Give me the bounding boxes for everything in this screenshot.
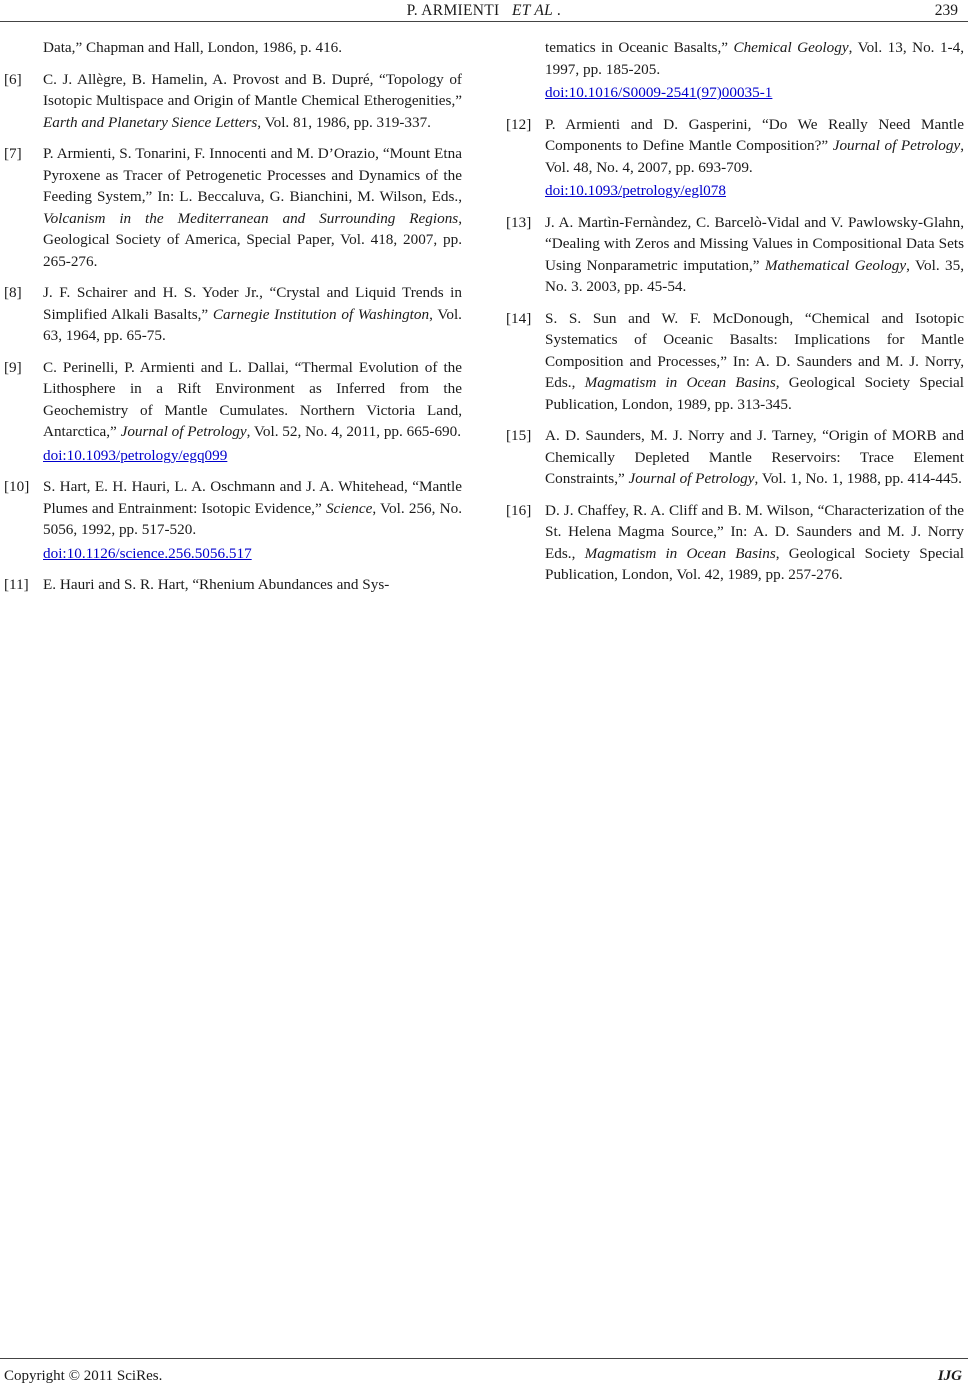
page-footer <box>0 1358 968 1386</box>
footer-rule <box>0 1358 968 1359</box>
journal-title: Science <box>325 499 373 517</box>
reference-number: [9] <box>4 358 22 376</box>
doi-link[interactable]: doi:10.1126/science.256.5056.517 <box>43 544 252 562</box>
reference-item <box>4 69 462 134</box>
copyright-notice: Copyright © 2011 SciRes. <box>4 1368 163 1384</box>
journal-title: Earth and Planetary Sience Letters <box>43 113 258 131</box>
reference-text: D. J. Chaffey, R. A. Cliff and B. M. Wilson, “Characterization of the St. Helena Magma Source,” In: A. D. Saunders and M. J. Norry Eds., Magmatism in Ocean Basins, Geological Society Special Publication, London, Vol. 42, 1989, pp. 257-276. <box>545 501 965 583</box>
reference-number: [11] <box>4 576 29 593</box>
doi-link[interactable]: doi:10.1016/S0009-2541(97)00035-1 <box>545 84 773 101</box>
doi-link[interactable]: doi:10.1093/petrology/egq099 <box>43 446 228 464</box>
reference-number: [15] <box>506 427 532 444</box>
journal-title: Journal of Petrology <box>120 423 247 440</box>
reference-item <box>4 282 462 347</box>
reference-item <box>4 476 462 564</box>
reference-number: [14] <box>506 309 532 327</box>
running-title: P. ARMIENTI ET AL . <box>406 2 562 19</box>
reference-continuation: Data,” Chapman and Hall, London, 1986, p. 416. <box>43 39 343 56</box>
reference-item <box>506 500 964 586</box>
header-rule <box>0 21 968 22</box>
journal-title: Carnegie Institution of Washington <box>212 305 430 323</box>
reference-text: P. Armienti and D. Gasperini, “Do We Really Need Mantle Components to Define Mantle Composition?” Journal of Petrology, Vol. 48, No. 4, 2007, pp. 693-709. doi:10.1093/petrology/egl078 <box>545 114 964 202</box>
reference-text: C. J. Allègre, B. Hamelin, A. Provost and B. Dupré, “Topology of Isotopic Multispace and Origin of Mantle Chemical Etherogenities,” Earth and Planetary Sience Letters, Vol. 81, 1986, pp. 319-337. <box>43 70 462 131</box>
reference-item <box>506 308 964 416</box>
reference-text: A. D. Saunders, M. J. Norry and J. Tarney, “Origin of MORB and Chemically Depleted Mantle Reservoirs: Trace Element Constraints,” Journal of Petrology, Vol. 1, No. 1, 1988, pp. 414-445. <box>545 427 964 487</box>
reference-item <box>4 574 462 596</box>
reference-text: J. F. Schairer and H. S. Yoder Jr., “Crystal and Liquid Trends in Simplified Alkali Basalts,” Carnegie Institution of Washington, Vol. 63, 1964, pp. 65-75. <box>43 284 462 344</box>
reference-text: S. S. Sun and W. F. McDonough, “Chemical and Isotopic Systematics of Oceanic Basalts: Implications for Mantle Composition and Processes,” In: A. D. Saunders and M. J. Norry, Eds., Magmatism in Ocean Basins, Geological Society Special Publication, London, 1989, pp. 313-345. <box>545 309 965 413</box>
reference-item <box>4 357 462 467</box>
reference-text: C. Perinelli, P. Armienti and L. Dallai, “Thermal Evolution of the Lithosphere in a Rift Environment as Inferred from the Geochemistry of Mantle Cumulates. Northern Victoria Land, Antarctica,” Journal of Petrology, Vol. 52, No. 4, 2011, pp. 665-690. doi:10.1093/petrology/egq099 <box>43 357 462 467</box>
reference-number: [8] <box>4 284 22 301</box>
reference-item <box>506 212 964 298</box>
reference-number: [10] <box>4 478 30 495</box>
left-column <box>4 37 462 606</box>
journal-title: Mathematical Geology <box>764 256 907 274</box>
page-number: 239 <box>934 2 958 19</box>
reference-item <box>506 425 964 490</box>
reference-text: J. A. Martìn-Fernàndez, C. Barcelò-Vidal and V. Pawlowsky-Glahn, “Dealing with Zeros and Missing Values in Compositional Data Sets Using Nonparametric imputation,” Mathematical Geology, Vol. 35, No. 3. 2003, pp. 45-54. <box>545 213 964 295</box>
reference-text: S. Hart, E. H. Hauri, L. A. Oschmann and J. A. Whitehead, “Mantle Plumes and Entrainment: Isotopic Evidence,” Science, Vol. 256, No. 5056, 1992, pp. 517-520. doi:10.1126/science.256.5056.517 <box>43 476 462 564</box>
journal-abbreviation: IJG <box>937 1368 962 1384</box>
reference-text: E. Hauri and S. R. Hart, “Rhenium Abundances and Sys- <box>43 576 390 593</box>
reference-continuation: tematics in Oceanic Basalts,” Chemical Geology, Vol. 13, No. 1-4, 1997, pp. 185-205. doi:10.1016/S0009-2541(97)00035-1 <box>506 37 964 104</box>
journal-title: Magmatism in Ocean Basins <box>584 374 776 391</box>
journal-title: Magmatism in Ocean Basins <box>584 544 776 562</box>
journal-title: Chemical Geology <box>733 39 849 56</box>
reference-number: [16] <box>506 501 532 519</box>
reference-number: [6] <box>4 70 22 88</box>
journal-title: Volcanism in the Mediterranean and Surrounding Regions <box>43 209 459 227</box>
doi-link[interactable]: doi:10.1093/petrology/egl078 <box>545 182 726 199</box>
right-column <box>506 37 964 596</box>
journal-title: Journal of Petrology <box>628 470 755 487</box>
reference-number: [13] <box>506 213 532 231</box>
reference-text: P. Armienti, S. Tonarini, F. Innocenti and M. D’Orazio, “Mount Etna Pyroxene as Tracer of Petrogenetic Processes and Dynamics of the Feeding System,” In: L. Beccaluva, G. Bianchini, M. Wilson, Eds., Volcanism in the Mediterranean and Surrounding Regions, Geological Society of America, Special Paper, Vol. 418, 2007, pp. 265-276. <box>43 145 462 270</box>
reference-number: [7] <box>4 145 22 162</box>
page-header <box>0 0 968 24</box>
reference-number: [12] <box>506 115 532 133</box>
reference-item <box>506 114 964 202</box>
reference-item <box>4 143 462 272</box>
journal-title: Journal of Petrology <box>832 137 961 154</box>
